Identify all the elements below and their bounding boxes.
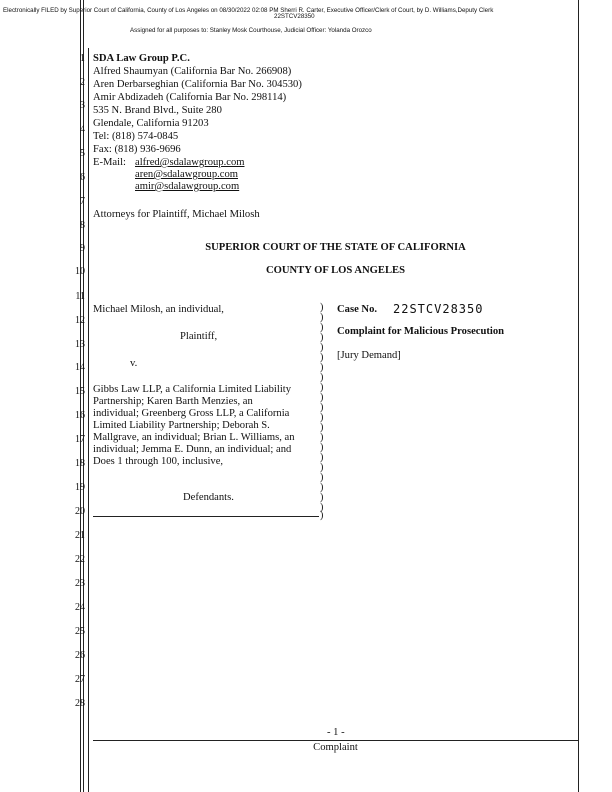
defendants-line: Partnership; Karen Barth Menzies, an [93,396,253,407]
paren: ) [320,462,324,473]
line-number: 17 [75,434,85,445]
line-number: 27 [75,674,85,685]
paren: ) [320,322,324,333]
attorney-line: Alfred Shaumyan (California Bar No. 266908) [93,66,292,77]
line-number: 24 [75,602,85,613]
jury-demand: [Jury Demand] [337,350,401,361]
case-number: 22STCV28350 [393,302,484,316]
court-county: COUNTY OF LOS ANGELES [265,265,406,276]
email-link[interactable]: alfred@sdalawgroup.com [135,157,245,168]
paren: ) [320,302,324,313]
paren: ) [320,442,324,453]
line-number: 20 [75,506,85,517]
defendants-line: individual; Jemma E. Dunn, an individual; and [93,444,292,455]
paren: ) [320,372,324,383]
line-number: 3 [80,100,85,111]
attorney-line: Aren Derbarseghian (California Bar No. 304530) [93,79,302,90]
complaint-title: Complaint for Malicious Prosecution [337,326,505,337]
email-link[interactable]: aren@sdalawgroup.com [135,169,239,180]
paren: ) [320,482,324,493]
filing-case-ref: 22STCV28350 [274,13,315,20]
paren: ) [320,352,324,363]
plaintiff-name: Michael Milosh, an individual, [93,304,224,315]
line-number: 26 [75,650,85,661]
versus: v. [130,358,138,369]
paren: ) [320,332,324,343]
paren: ) [320,492,324,503]
case-number-label: Case No. [337,304,378,315]
defendants-role: Defendants. [183,492,234,503]
line-number: 10 [75,266,85,277]
plaintiff-role: Plaintiff, [180,331,218,342]
line-number: 11 [75,291,85,302]
assignment-note: Assigned for all purposes to: Stanley Mosk Courthouse, Judicial Officer: Yolanda Orozco [130,27,372,34]
paren: ) [320,422,324,433]
line-number: 13 [75,339,85,350]
line-number: 22 [75,554,85,565]
paren: ) [320,502,324,513]
paren: ) [320,412,324,423]
line-number: 5 [80,148,85,159]
right-margin-line [578,0,579,792]
defendants-line: Limited Liability Partnership; Deborah S. [93,420,270,431]
paren: ) [320,510,324,521]
telephone: Tel: (818) 574-0845 [93,131,179,142]
line-number: 16 [75,410,85,421]
line-number: 15 [75,386,85,397]
attorney-line: Amir Abdizadeh (California Bar No. 298114) [93,92,287,103]
paren: ) [320,402,324,413]
paren: ) [320,342,324,353]
caption-bottom-rule [93,516,319,517]
line-number: 14 [75,362,85,373]
line-number: 19 [75,482,85,493]
line-number: 7 [80,196,85,207]
defendants-line: Mallgrave, an individual; Brian L. Williams, an [93,432,295,443]
footer-title: Complaint [313,742,358,753]
defendants-line: individual; Greenberg Gross LLP, a California [93,408,290,419]
line-number: 6 [80,172,85,183]
line-number: 9 [80,243,85,254]
line-number: 25 [75,626,85,637]
page-number: - 1 - [327,727,345,738]
paren: ) [320,432,324,443]
defendants-line: Gibbs Law LLP, a California Limited Liability [93,384,292,395]
paren: ) [320,382,324,393]
line-number: 12 [75,315,85,326]
line-number: 18 [75,458,85,469]
paren: ) [320,362,324,373]
line-number: 2 [80,77,85,88]
firm-name: SDA Law Group P.C. [93,53,190,64]
paren: ) [320,312,324,323]
line-number-rule [88,48,89,792]
line-number: 23 [75,578,85,589]
footer-rule [93,740,578,741]
line-number: 21 [75,530,85,541]
defendants-line: Does 1 through 100, inclusive, [93,456,224,467]
line-number: 1 [80,53,85,64]
line-number: 8 [80,220,85,231]
line-number: 28 [75,698,85,709]
court-name: SUPERIOR COURT OF THE STATE OF CALIFORNIA [205,242,466,253]
email-label: E-Mail: [93,157,126,168]
paren: ) [320,452,324,463]
filing-stamp-text: Electronically FILED by Superior Court of California, County of Los Angeles on 08/30/2022 02:08 PM Sherri R. Carter, Executive Officer/Clerk of Court, by D. Williams,Deputy Clerk [3,7,494,14]
paren: ) [320,392,324,403]
address-line: 535 N. Brand Blvd., Suite 280 [93,105,222,116]
email-link[interactable]: amir@sdalawgroup.com [135,181,240,192]
fax: Fax: (818) 936-9696 [93,144,181,155]
address-line: Glendale, California 91203 [93,118,209,129]
paren: ) [320,472,324,483]
line-number: 4 [80,124,85,135]
attorneys-for: Attorneys for Plaintiff, Michael Milosh [93,209,260,220]
